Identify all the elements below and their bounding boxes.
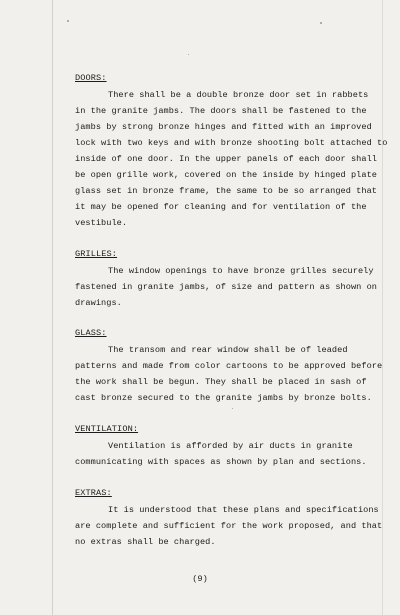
extras-line-3: no extras shall be charged. — [75, 537, 216, 547]
glass-line-4: cast bronze secured to the granite jambs by bronze bolts. — [75, 393, 372, 403]
glass-line-1: The transom and rear window shall be of leaded — [108, 345, 348, 355]
doors-line-8: it may be opened for cleaning and for ventilation of the — [75, 202, 367, 212]
section-heading-ventilation: VENTILATION: — [75, 424, 139, 434]
ventilation-line-2: communicating with spaces as shown by plan and sections. — [75, 457, 367, 467]
doors-line-1: There shall be a double bronze door set in rabbets — [108, 90, 369, 100]
section-heading-glass: GLASS: — [75, 328, 107, 338]
extras-line-2: are complete and sufficient for the work proposed, and that — [75, 521, 383, 531]
scan-speck — [320, 22, 322, 24]
section-heading-extras: EXTRAS: — [75, 488, 112, 498]
margin-rule-left — [52, 0, 53, 615]
doors-line-9: vestibule. — [75, 218, 128, 228]
scan-speck — [232, 408, 233, 409]
doors-line-2: in the granite jambs. The doors shall be fastened to the — [75, 106, 367, 116]
doors-line-6: be open grille work, covered on the inside by hinged plate — [75, 170, 378, 180]
doors-line-5: inside of one door. In the upper panels of each door shall — [75, 154, 378, 164]
grilles-line-1: The window openings to have bronze grilles securely — [108, 266, 374, 276]
scan-speck — [67, 20, 69, 22]
grilles-line-2: fastened in granite jambs, of size and pattern as shown on — [75, 282, 378, 292]
doors-line-7: glass set in bronze frame, the same to be so arranged that — [75, 186, 378, 196]
glass-line-2: patterns and made from color cartoons to be approved before — [75, 361, 383, 371]
doors-line-4: lock with two keys and with bronze shooting bolt attached to — [75, 138, 388, 148]
section-heading-grilles: GRILLES: — [75, 249, 118, 259]
page-number: (9) — [192, 574, 208, 584]
grilles-line-3: drawings. — [75, 298, 122, 308]
ventilation-line-1: Ventilation is afforded by air ducts in granite — [108, 441, 353, 451]
scan-speck — [188, 54, 189, 55]
extras-line-1: It is understood that these plans and specifications — [108, 505, 379, 515]
doors-line-3: jambs by strong bronze hinges and fitted with an improved — [75, 122, 372, 132]
section-heading-doors: DOORS: — [75, 73, 107, 83]
glass-line-3: the work shall be begun. They shall be placed in sash of — [75, 377, 367, 387]
